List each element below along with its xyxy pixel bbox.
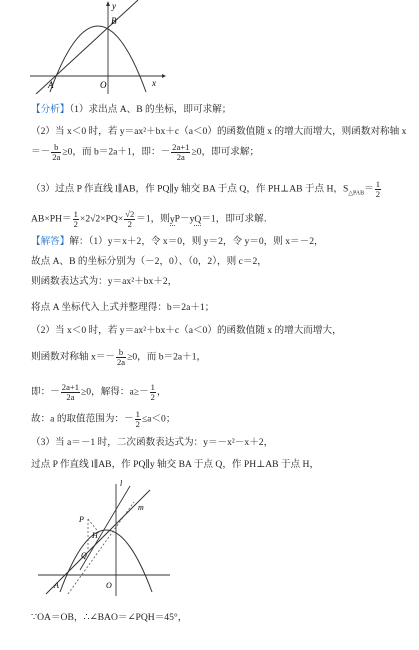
graph-bottom bbox=[34, 478, 174, 596]
fraction bbox=[171, 143, 190, 162]
line-m-label: m bbox=[138, 503, 144, 512]
x-axis-arrow bbox=[162, 74, 166, 78]
fraction bbox=[150, 383, 156, 402]
fraction bbox=[61, 383, 80, 402]
solution-text: ∵OA＝OB，∴∠BAO＝∠PQH＝45°， bbox=[31, 612, 188, 623]
fraction-num: 2a+1 bbox=[172, 142, 190, 152]
solution-text: 则函数表达式为：y＝ax²＋bx＋2， bbox=[31, 276, 178, 287]
fraction-den: 2 bbox=[150, 392, 155, 402]
y-axis-arrow bbox=[106, 1, 110, 6]
subscript: △PAB bbox=[348, 190, 365, 197]
final-line bbox=[31, 612, 187, 624]
solution-line-7 bbox=[31, 383, 167, 402]
analysis-line-4 bbox=[31, 180, 382, 200]
solution-line-1 bbox=[31, 236, 324, 248]
analysis-text: ≥0，而 b＝2a＋1，即：－ bbox=[62, 146, 171, 158]
solution-text: （3）当 a＝－1 时，二次函数表达式为：y＝－x²－x＋2， bbox=[31, 437, 274, 448]
origin-label: O bbox=[106, 581, 112, 590]
solution-line-6 bbox=[31, 348, 206, 367]
fraction-den: 2 bbox=[135, 419, 140, 429]
solution-line-8 bbox=[31, 410, 175, 429]
analysis-text: ×PQ× bbox=[100, 213, 124, 225]
fraction-num: b bbox=[116, 348, 126, 358]
analysis-line-5 bbox=[31, 210, 273, 229]
point-p-label: P bbox=[79, 515, 84, 524]
graph-top bbox=[28, 0, 168, 94]
solution-text: ≥0，解得：a≥－ bbox=[81, 386, 149, 398]
fraction bbox=[51, 143, 61, 162]
fraction-den: 2a bbox=[176, 152, 185, 162]
fraction-num: 2a+1 bbox=[61, 382, 80, 392]
fraction-num: 1 bbox=[135, 409, 140, 419]
solution-text: 故：a 的取值范围为：－ bbox=[31, 413, 134, 425]
fraction-num: b bbox=[51, 143, 61, 153]
parabola bbox=[50, 26, 146, 92]
fraction-den: 2 bbox=[73, 219, 78, 229]
solution-text: （2）当 x＜0 时，若 y＝ax²＋bx＋c（a＜0）的函数值随 x 的增大而增大， bbox=[31, 325, 342, 336]
point-h-label: H bbox=[92, 531, 98, 540]
fraction-num: 1 bbox=[73, 209, 78, 219]
point-b-label: B bbox=[111, 16, 117, 26]
fraction bbox=[135, 410, 141, 429]
analysis-text: ＝1，即可求解． bbox=[201, 213, 274, 225]
analysis-text: AB×PH＝ bbox=[31, 213, 72, 225]
sqrt: √2 bbox=[90, 213, 101, 225]
analysis-p2a: （2）当 x＜0 时，若 y＝ax²＋bx＋c（a＜0）的函数值随 x 的增大而增大，则函数对称轴 x bbox=[31, 126, 407, 137]
fraction bbox=[124, 210, 135, 229]
analysis-text: ＝－ bbox=[31, 146, 51, 158]
solution-text: 过点 P 作直线 l∥AB，作 PQ∥y 轴交 BA 于点 Q，作 PH⊥AB 于点 H， bbox=[31, 459, 320, 470]
analysis-line-1 bbox=[31, 104, 231, 116]
solution-text: 解：（1）y＝x＋2，令 x＝0，则 y＝2，令 y＝0，则 x＝－2， bbox=[69, 236, 324, 247]
solution-line-2 bbox=[31, 256, 267, 268]
fraction bbox=[116, 348, 126, 367]
analysis-text: P－y bbox=[174, 213, 195, 225]
analysis-text: ＝ bbox=[364, 183, 374, 195]
analysis-text: Q bbox=[194, 213, 202, 225]
y-label: y bbox=[112, 1, 116, 11]
line-l-label: l bbox=[120, 479, 123, 488]
solution-tag: 【解答】 bbox=[31, 236, 70, 247]
analysis-p1: （1）求出点 A、B 的坐标，即可求解； bbox=[69, 104, 232, 115]
solution-line-3 bbox=[31, 276, 177, 288]
analysis-line-3 bbox=[31, 143, 259, 162]
fraction-num: 1 bbox=[375, 179, 381, 189]
solution-text: 即：－ bbox=[31, 386, 60, 398]
line-ab bbox=[46, 490, 150, 594]
fraction-num: √2 bbox=[125, 209, 135, 219]
solution-line-10 bbox=[31, 459, 319, 471]
point-q-label: Q bbox=[81, 551, 87, 560]
solution-line-5 bbox=[31, 325, 342, 337]
analysis-line-2 bbox=[31, 126, 406, 138]
fraction-den: 2 bbox=[127, 219, 132, 229]
x-label: x bbox=[152, 78, 156, 88]
solution-text: 故点 A、B 的坐标分别为（－2，0）、（0，2），则 c＝2， bbox=[31, 256, 267, 267]
origin-label: O bbox=[100, 80, 107, 90]
analysis-text: ＝1，则 bbox=[136, 213, 170, 225]
fraction-den: 2a bbox=[116, 357, 126, 367]
point-a-label: A bbox=[54, 581, 59, 590]
fraction bbox=[73, 210, 79, 229]
analysis-tag: 【分析】 bbox=[31, 104, 70, 115]
analysis-text: ≥0，即可求解； bbox=[191, 146, 260, 158]
line-m bbox=[68, 502, 134, 594]
fraction bbox=[375, 180, 381, 199]
solution-text: ≥0，而 b＝2a＋1， bbox=[127, 351, 207, 363]
analysis-text: ×2 bbox=[79, 213, 91, 225]
solution-line-9 bbox=[31, 437, 273, 449]
fraction-num: 1 bbox=[150, 382, 155, 392]
solution-text: ， bbox=[156, 386, 167, 398]
solution-text: 则函数对称轴 x＝－ bbox=[31, 351, 115, 363]
fraction-den: 2a bbox=[66, 392, 75, 402]
point-a-label: A bbox=[48, 80, 54, 90]
analysis-text: y bbox=[169, 213, 175, 225]
solution-text: 将点 A 坐标代入上式并整理得：b＝2a＋1； bbox=[31, 302, 215, 313]
solution-text: ≤a＜0； bbox=[141, 413, 176, 425]
line-l bbox=[80, 486, 130, 570]
fraction-den: 2a bbox=[52, 152, 61, 162]
fraction-den: 2 bbox=[375, 189, 381, 199]
analysis-text: （3）过点 P 作直线 l∥AB，作 PQ∥y 轴交 BA 于点 Q，作 PH⊥AB 于点 H，S bbox=[31, 183, 349, 195]
solution-line-4 bbox=[31, 302, 214, 314]
